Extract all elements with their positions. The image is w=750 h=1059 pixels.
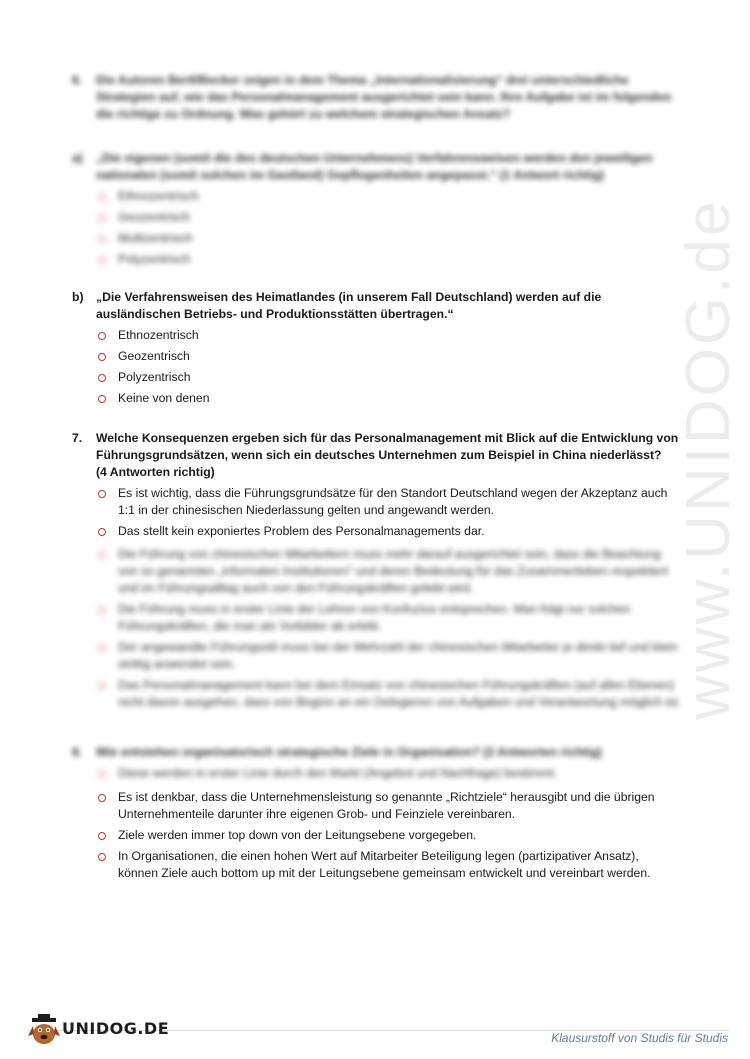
radio-circle-icon <box>98 528 106 536</box>
answer-option[interactable]: In Organisationen, die einen hohen Wert auf Mitarbeiter Beteiligung legen (partizipativer Ansatz), können Ziele auch bottom up mit der Leitungsebene gemeinsam entwickelt und vereinbart werden. <box>96 848 682 882</box>
question-text: Die Autoren Bertl/Becker zeigen in dem Thema „Internationalisierung“ drei unterschiedliche Strategien auf, wie das Personalmanagement ausgerichtet sein kann. Ihre Aufgabe ist im folgenden die richtige zu Ordnung. Was gehört zu welchem strategischen Ansatz? <box>96 73 672 121</box>
radio-circle-icon <box>98 853 106 861</box>
answer-option[interactable]: Geozentrisch <box>96 209 682 226</box>
radio-circle-icon <box>98 606 106 614</box>
answer-option[interactable]: Multizentrisch <box>96 230 682 247</box>
question-hint: (4 Antworten richtig) <box>96 465 215 479</box>
question-number: a) <box>72 151 83 165</box>
radio-circle-icon <box>98 770 106 778</box>
question-7 <box>72 430 682 715</box>
answer-option[interactable]: Die Führung muss in erster Linie der Lehren von Konfuzius entsprechen. Man folgt nur solchen Führungskräften, die man als Vorbilder ab erlebt. <box>96 601 682 635</box>
answer-option[interactable]: Es ist wichtig, dass die Führungsgrundsätze für den Standort Deutschland wegen der Akzeptanz auch 1:1 in der chinesischen Niederlassung gelten und angewandt werden. <box>96 485 682 519</box>
answer-option[interactable]: Ethnozentrisch <box>96 188 682 205</box>
question-number: 8. <box>72 745 83 759</box>
answer-option[interactable]: Ziele werden immer top down von der Leitungsebene vorgegeben. <box>96 827 682 844</box>
question-8-options <box>72 789 682 886</box>
question-text: „Die eigenen (somit die des deutschen Unternehmens) Verfahrensweisen werden den jeweiligen nationalen (somit solchen im Gastland) Gepflogenheiten angepasst.“ (1 Antwort richtig) <box>96 151 653 182</box>
answer-options <box>96 188 682 268</box>
answer-option[interactable]: Die Führung von chinesischen Mitarbeitern muss mehr darauf ausgerichtet sein, dass die Beachtung von so genannten „informalen Institutionen“ und deren Bedeutung für das Zusammenleben respektiert und im Führungsalltag auch von den Führungskräften gelebt wird. <box>96 546 682 597</box>
answer-options <box>96 485 682 540</box>
answer-option[interactable]: Geozentrisch <box>96 348 682 365</box>
question-text: Wie entstehen organisatorisch strategische Ziele in Organisation? (2 Antworten richtig) <box>96 745 602 759</box>
question-6a <box>72 150 682 272</box>
answer-options <box>96 327 682 407</box>
radio-circle-icon <box>98 214 106 222</box>
radio-circle-icon <box>98 395 106 403</box>
radio-circle-icon <box>98 644 106 652</box>
question-number: b) <box>72 290 84 304</box>
radio-circle-icon <box>98 551 106 559</box>
question-number: 7. <box>72 431 83 445</box>
radio-circle-icon <box>98 193 106 201</box>
answer-options <box>96 789 682 882</box>
unidog-logo <box>26 1012 170 1048</box>
answer-option[interactable]: Polyzentrisch <box>96 369 682 386</box>
radio-circle-icon <box>98 832 106 840</box>
radio-circle-icon <box>98 332 106 340</box>
question-6b <box>72 289 682 411</box>
radio-circle-icon <box>98 794 106 802</box>
radio-circle-icon <box>98 682 106 690</box>
radio-circle-icon <box>98 235 106 243</box>
answer-option[interactable]: Das Personalmanagement kann bei dem Einsatz von chinesischen Führungskräften (auf allen Ebenen) nicht davon ausgehen, dass von Beginn an ein Delegieren von Aufgaben und Verantwortung möglich ist. <box>96 677 682 711</box>
radio-circle-icon <box>98 353 106 361</box>
footer-tagline: Klausurstoff von Studis für Studis <box>551 1031 728 1045</box>
answer-option[interactable]: Keine von denen <box>96 390 682 407</box>
answer-options-blurred <box>96 546 682 711</box>
radio-circle-icon <box>98 374 106 382</box>
question-text: Welche Konsequenzen ergeben sich für das Personalmanagement mit Blick auf die Entwicklung von Führungsgrundsätzen, wenn sich ein deutsches Unternehmen zum Beispiel in China niederlässt? (4 Antworten richtig) <box>96 431 679 479</box>
radio-circle-icon <box>98 490 106 498</box>
radio-circle-icon <box>98 256 106 264</box>
logo-text: UNIDOG.DE <box>62 1019 170 1038</box>
question-text: „Die Verfahrensweisen des Heimatlandes (in unserem Fall Deutschland) werden auf die ausländischen Betriebs- und Produktionsstätten übertragen.“ <box>96 290 602 321</box>
answer-option[interactable]: Das stellt kein exponiertes Problem des Personalmanagements dar. <box>96 523 682 540</box>
question-6 <box>72 72 682 123</box>
question-number: 6. <box>72 73 83 87</box>
answer-option[interactable]: Der angewandte Führungsstil muss bei der Mehrzahl der chinesischen Mitarbeiter je direkt tief und klein strittig anwendet sein. <box>96 639 682 673</box>
answer-options-blurred <box>96 765 682 782</box>
answer-option[interactable]: Diese werden in erster Linie durch den Markt (Angebot und Nachfrage) bestimmt. <box>96 765 682 782</box>
answer-option[interactable]: Es ist denkbar, dass die Unternehmensleistung so genannte „Richtziele“ herausgibt und die übrigen Unternehmenteile darunter ihre eigenen Grob- und Feinziele vereinbaren. <box>96 789 682 823</box>
answer-option[interactable]: Ethnozentrisch <box>96 327 682 344</box>
answer-option[interactable]: Polyzentrisch <box>96 251 682 268</box>
question-8 <box>72 744 682 786</box>
watermark: www.UNIDOG.de <box>674 198 743 720</box>
dog-icon <box>26 1012 62 1048</box>
